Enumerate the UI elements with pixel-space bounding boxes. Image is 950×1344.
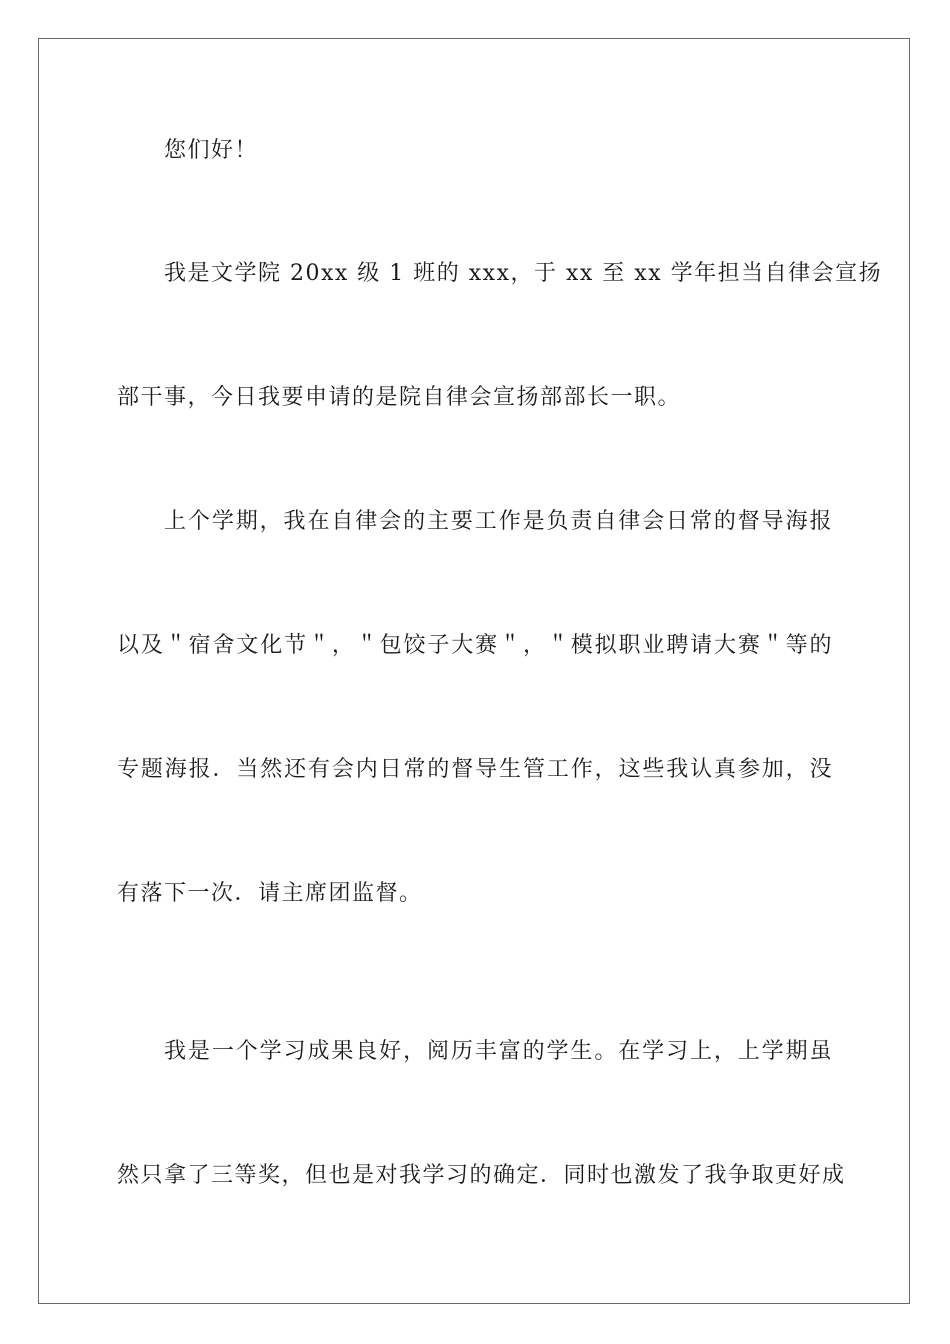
greeting-line: 您们好！ (164, 138, 259, 163)
paragraph-1-line-1: 我是文学院 20xx 级 1 班的 xxx，于 xx 至 xx 学年担当自律会宣扬 (164, 261, 883, 286)
paragraph-2-line-1: 上个学期，我在自律会的主要工作是负责自律会日常的督导海报 (164, 509, 833, 534)
page-border (38, 38, 910, 1304)
paragraph-1-line-2: 部干事，今日我要申请的是院自律会宣扬部部长一职。 (117, 385, 682, 410)
paragraph-2-line-3: 专题海报．当然还有会内日常的督导生管工作，这些我认真参加，没 (117, 757, 833, 782)
paragraph-2-line-4: 有落下一次．请主席团监督。 (117, 881, 423, 906)
paragraph-3-line-1: 我是一个学习成果良好，阅历丰富的学生。在学习上，上学期虽 (164, 1039, 833, 1064)
paragraph-3-line-2: 然只拿了三等奖，但也是对我学习的确定．同时也激发了我争取更好成 (117, 1163, 846, 1188)
paragraph-2-line-2: 以及＂宿舍文化节＂，＂包饺子大赛＂，＂模拟职业聘请大赛＂等的 (117, 633, 833, 658)
